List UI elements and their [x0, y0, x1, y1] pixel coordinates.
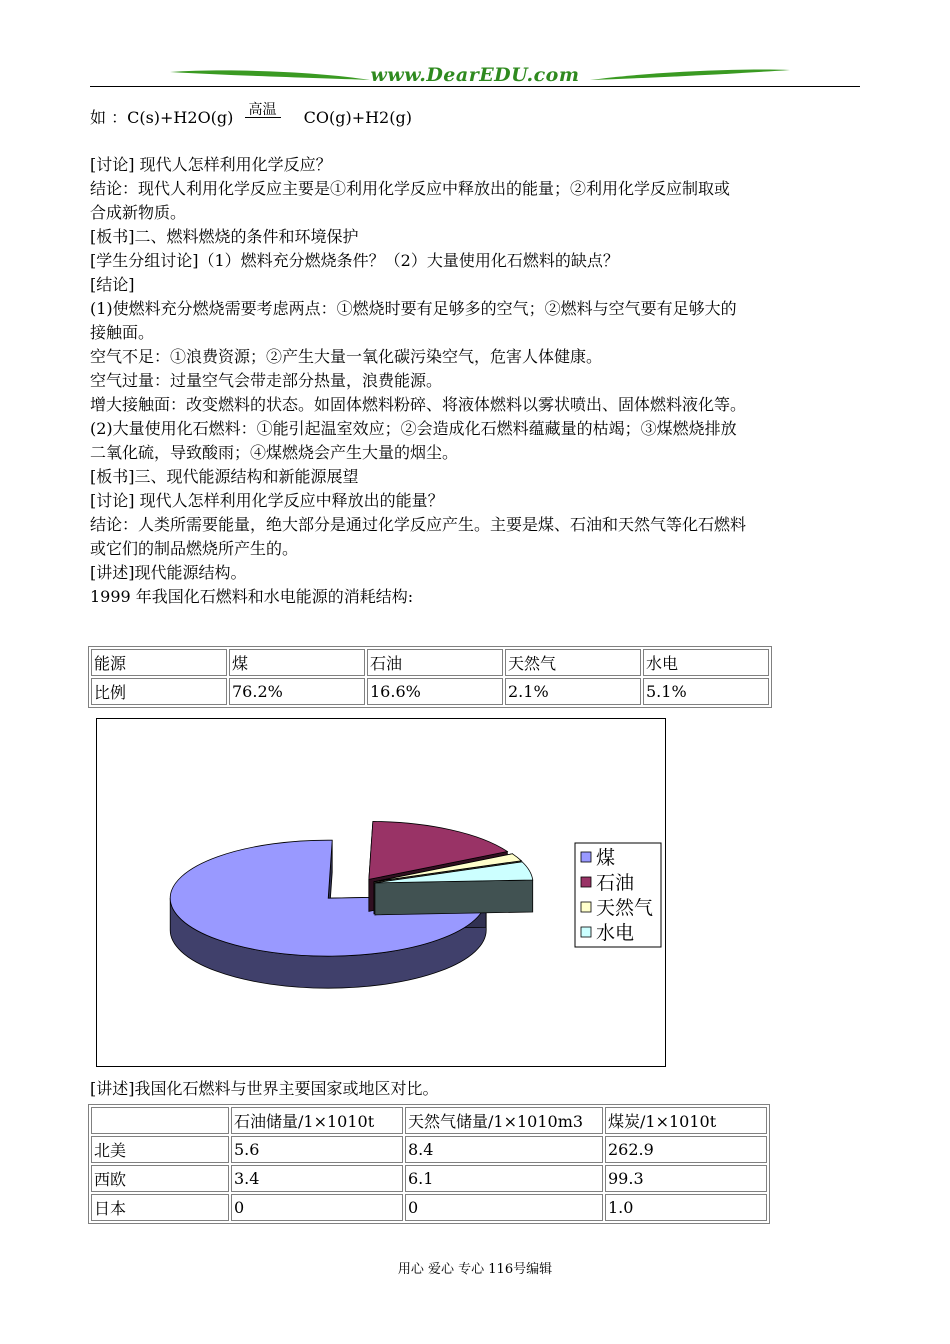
reaction-condition: 高温: [245, 103, 281, 118]
site-logo: www.DearEDU.com: [370, 64, 580, 86]
table-cell: [91, 1107, 229, 1134]
paragraph: 合成新物质。: [90, 203, 187, 222]
paragraph: [学生分组讨论]（1）燃料充分燃烧条件？（2）大量使用化石燃料的缺点？: [90, 251, 619, 270]
body-text: [90, 153, 870, 609]
table-cell: 水电: [643, 649, 769, 676]
paragraph: 空气不足：①浪费资源；②产生大量一氧化碳污染空气，危害人体健康。: [90, 347, 603, 366]
legend-swatch: [581, 902, 591, 912]
table-cell: 天然气: [505, 649, 641, 676]
right-swoosh-icon: [590, 66, 790, 88]
table-header: 石油储量/1×1010t: [231, 1107, 403, 1134]
legend-swatch: [581, 852, 591, 862]
body-text-2: [90, 1077, 870, 1101]
paragraph: 增大接触面：改变燃料的状态。如固体燃料粉碎、将液体燃料以雾状喷出、固体燃料液化等。: [90, 395, 747, 414]
table-cell: 1.0: [605, 1194, 767, 1221]
table-row: [91, 649, 769, 676]
paragraph: [讲述]现代能源结构。: [90, 563, 247, 582]
table-cell: 能源: [91, 649, 227, 676]
table-cell: 99.3: [605, 1165, 767, 1192]
table-row: [91, 1107, 767, 1134]
table-cell: 5.6: [231, 1136, 403, 1163]
legend-swatch: [581, 927, 591, 937]
table-cell: 比例: [91, 678, 227, 705]
legend-label: 天然气: [596, 897, 654, 919]
paragraph: [讨论] 现代人怎样利用化学反应中释放出的能量？: [90, 491, 444, 510]
paragraph: 结论：人类所需要能量，绝大部分是通过化学反应产生。主要是煤、石油和天然气等化石燃料: [90, 515, 747, 534]
table-cell: 6.1: [405, 1165, 603, 1192]
paragraph: 或它们的制品燃烧所产生的。: [90, 539, 299, 558]
paragraph: [讲述]我国化石燃料与世界主要国家或地区对比。: [90, 1079, 439, 1098]
table-row: [91, 1165, 767, 1192]
table-cell: 0: [405, 1194, 603, 1221]
table-cell: 2.1%: [505, 678, 641, 705]
pie-chart-svg: [97, 719, 665, 1066]
table-cell: 262.9: [605, 1136, 767, 1163]
table-cell: 石油: [367, 649, 503, 676]
table-cell: 北美: [91, 1136, 229, 1163]
page-footer: 用心 爱心 专心 116号编辑: [397, 1262, 553, 1277]
paragraph: [板书]三、现代能源结构和新能源展望: [90, 467, 359, 486]
table-row: [91, 1194, 767, 1221]
equation-left: 如 ：C(s)+H2O(g): [90, 108, 234, 127]
equation-line: [90, 102, 870, 130]
paragraph: 1999 年我国化石燃料和水电能源的消耗结构:: [90, 587, 414, 606]
table-header: 天然气储量/1×1010m3: [405, 1107, 603, 1134]
paragraph: 二氧化硫，导致酸雨；④煤燃烧会产生大量的烟尘。: [90, 443, 459, 462]
paragraph: [讨论] 现代人怎样利用化学反应？: [90, 155, 332, 174]
paragraph: (1)使燃料充分燃烧需要考虑两点：①燃烧时要有足够多的空气；②燃料与空气要有足够大的: [90, 299, 737, 318]
table-cell: 16.6%: [367, 678, 503, 705]
table-cell: 76.2%: [229, 678, 365, 705]
header-divider: [90, 86, 860, 87]
table-header: 煤炭/1×1010t: [605, 1107, 767, 1134]
table-cell: 0: [231, 1194, 403, 1221]
table-row: [91, 1136, 767, 1163]
paragraph: [板书]二、燃料燃烧的条件和环境保护: [90, 227, 359, 246]
paragraph: 结论：现代人利用化学反应主要是①利用化学反应中释放出的能量；②利用化学反应制取或: [90, 179, 731, 198]
legend-swatch: [581, 877, 591, 887]
energy-structure-table: [88, 646, 772, 708]
legend-label: 石油: [596, 872, 635, 894]
table-row: [91, 678, 769, 705]
table-cell: 8.4: [405, 1136, 603, 1163]
paragraph: 空气过量：过量空气会带走部分热量，浪费能源。: [90, 371, 443, 390]
equation-right: CO(g)+H2(g): [303, 108, 412, 127]
table-cell: 3.4: [231, 1165, 403, 1192]
fossil-fuel-comparison-table: [88, 1104, 770, 1224]
table-cell: 西欧: [91, 1165, 229, 1192]
paragraph: 接触面。: [90, 323, 155, 342]
table-cell: 煤: [229, 649, 365, 676]
paragraph: [结论]: [90, 275, 135, 294]
energy-pie-chart: [96, 718, 666, 1067]
paragraph: (2)大量使用化石燃料：①能引起温室效应；②会造成化石燃料蕴藏量的枯竭；③煤燃烧排放: [90, 419, 737, 438]
table-cell: 日本: [91, 1194, 229, 1221]
legend-label: 煤: [596, 847, 616, 869]
table-cell: 5.1%: [643, 678, 769, 705]
legend-label: 水电: [596, 922, 635, 944]
